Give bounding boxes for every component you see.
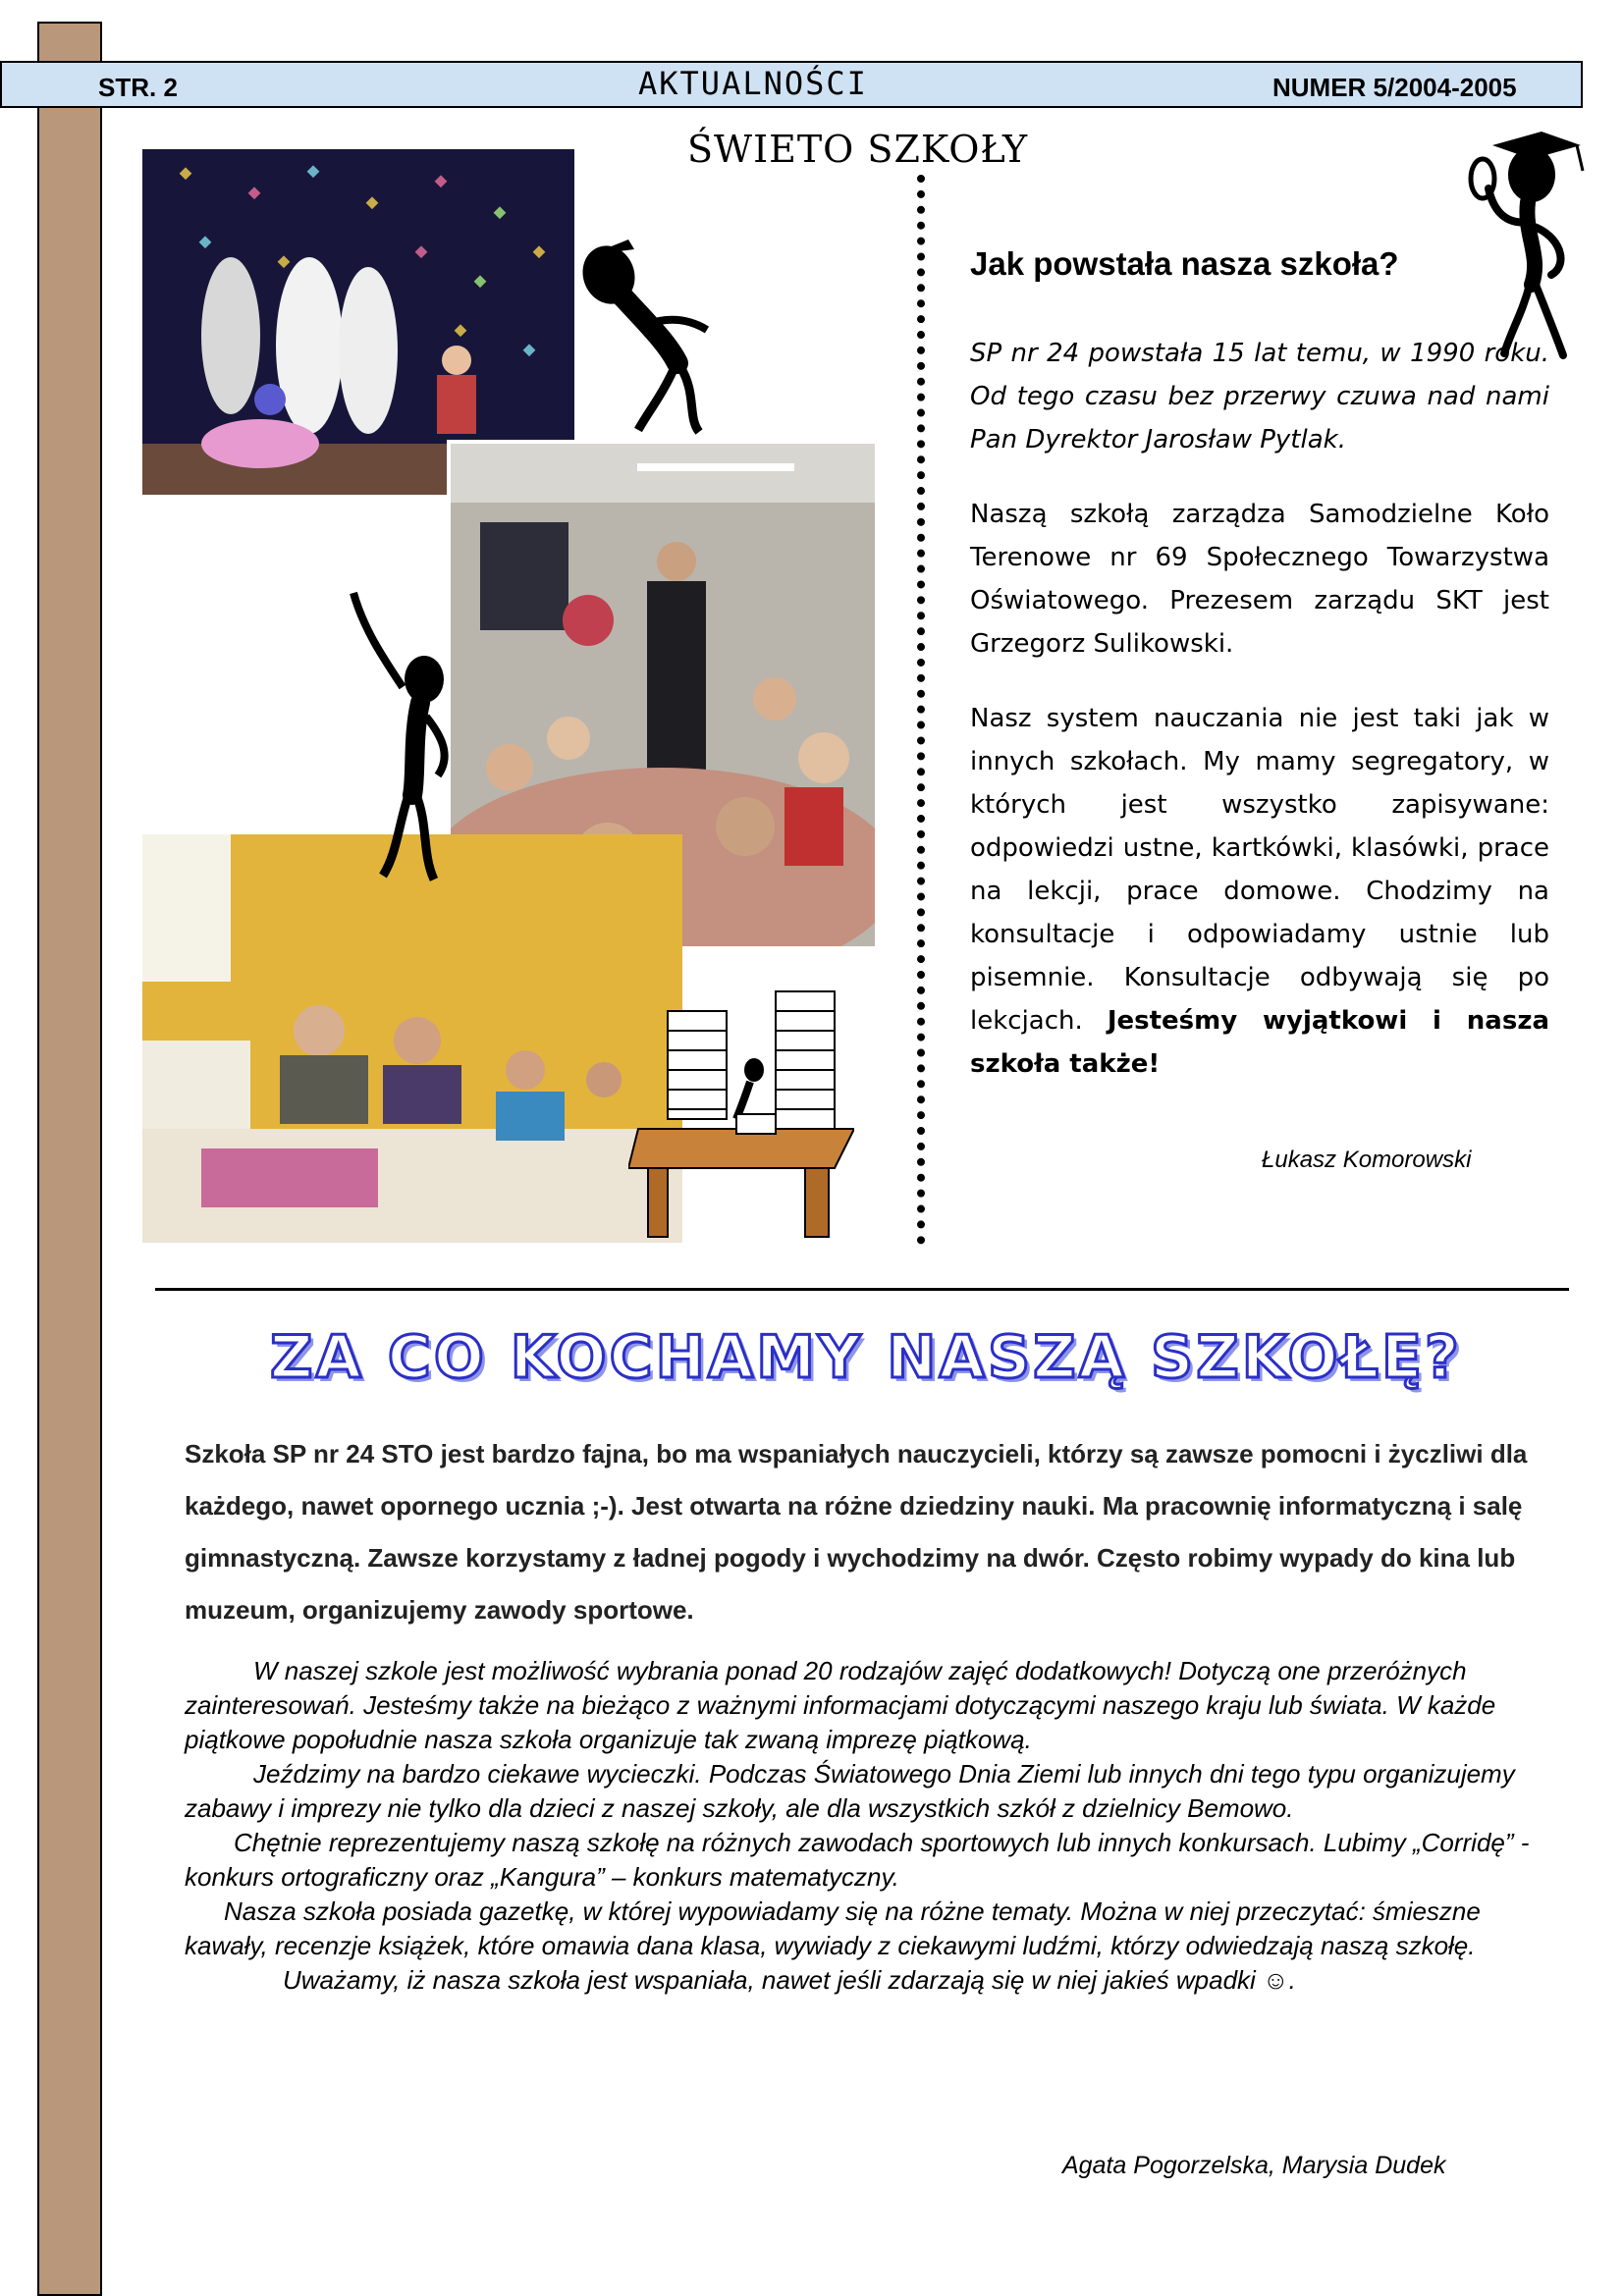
article-love-school (185, 1428, 1569, 1998)
article-authors: Agata Pogorzelska, Marysia Dudek (1062, 2152, 1446, 2179)
section-title: ŚWIETO SZKOŁY (687, 128, 1029, 171)
article-paragraph: Uważamy, iż nasza szkoła jest wspaniała, nawet jeśli zdarzają się w niej jakieś wpadki ☺. (283, 1965, 1296, 1995)
pointing-stick-figure-icon (344, 589, 461, 888)
article-paragraph (970, 697, 1549, 1086)
article-paragraph: Chętnie reprezentujemy naszą szkołę na różnych zawodach sportowych lub innych konkursach. Lubimy „Corridę” - konkurs ortograficzny oraz „Kangura” – konkurs matematyczny. (185, 1828, 1530, 1892)
article-heading: ZA CO KOCHAMY NASZĄ SZKOŁĘ? (270, 1323, 1462, 1392)
leaning-stick-figure-icon (569, 236, 717, 447)
article-title: Jak powstała nasza szkoła? (970, 245, 1399, 282)
article-author: Łukasz Komorowski (1262, 1147, 1472, 1173)
article-intro: Szkoła SP nr 24 STO jest bardzo fajna, bo ma wspaniałych nauczycieli, którzy są zawsze pomocni i życzliwi dla każdego, nawet opornego ucznia ;-). Jest otwarta na różne dziedziny nauki. Ma pracownię informatyczną i salę gimnastyczną. Zawsze korzystamy z ładnej pogody i wychodzimy na dwór. Często robimy wypady do kina lub muzeum, organizujemy zawody sportowe. (185, 1439, 1528, 1625)
article-paragraph: Naszą szkołą zarządza Samodzielne Koło Terenowe nr 69 Społecznego Towarzystwa Oświatowego. Prezesem zarządu SKT jest Grzegorz Sulikowski. (970, 500, 1549, 659)
article-emphasis: Jesteśmy wyjątkowi i nasza szkoła także! (970, 1006, 1549, 1079)
article-paragraph: SP nr 24 powstała 15 lat temu, w 1990 roku. Od tego czasu bez przerwy czuwa nad nami Pan Dyrektor Jarosław Pytlak. (970, 339, 1549, 454)
side-bar (37, 22, 102, 2296)
article-body (185, 1654, 1569, 1998)
article-paragraph-text: Nasz system nauczania nie jest taki jak w innych szkołach. My mamy segregatory, w których jest wszystko zapisywane: odpowiedzi ustne, kartkówki, klasówki, prace na lekcji, prace domowe. Chodzimy na konsultacje i odpowiadamy ustnie lub pisemnie. Konsultacje odbywają się po lekcjach. (970, 704, 1549, 1036)
article-paragraph: W naszej szkole jest możliwość wybrania ponad 20 rodzajów zajęć dodatkowych! Dotyczą one przeróżnych zainteresowań. Jesteśmy także na bieżąco z ważnymi informacjami dotyczącymi naszego kraju lub świata. W każde piątkowe popołudnie nasza szkoła organizuje tak zwaną imprezę piątkową. (185, 1656, 1496, 1754)
page-number: STR. 2 (98, 73, 178, 102)
section-label: AKTUALNOŚCI (638, 65, 868, 102)
article-history (970, 245, 1549, 1117)
article-paragraph: Jeździmy na bardzo ciekawe wycieczki. Podczas Światowego Dnia Ziemi lub innych dni tego typu organizujemy zabawy i imprezy nie tylko dla dzieci z naszej szkoły, ale dla wszystkich szkół z dzielnicy Bemowo. (185, 1759, 1515, 1823)
article-paragraph: Nasza szkoła posiada gazetkę, w której wypowiadamy się na różne tematy. Można w niej przeczytać: śmieszne kawały, recenzje książek, które omawia dana klasa, wywiady z ciekawymi ludźmi, którzy odwiedzają naszą szkołę. (185, 1896, 1481, 1960)
column-divider (917, 175, 925, 1245)
issue-number: NUMER 5/2004-2005 (1272, 73, 1517, 102)
section-separator (155, 1288, 1569, 1291)
classroom-photo (142, 834, 682, 1243)
desk-paper-stacks-icon (628, 972, 854, 1252)
